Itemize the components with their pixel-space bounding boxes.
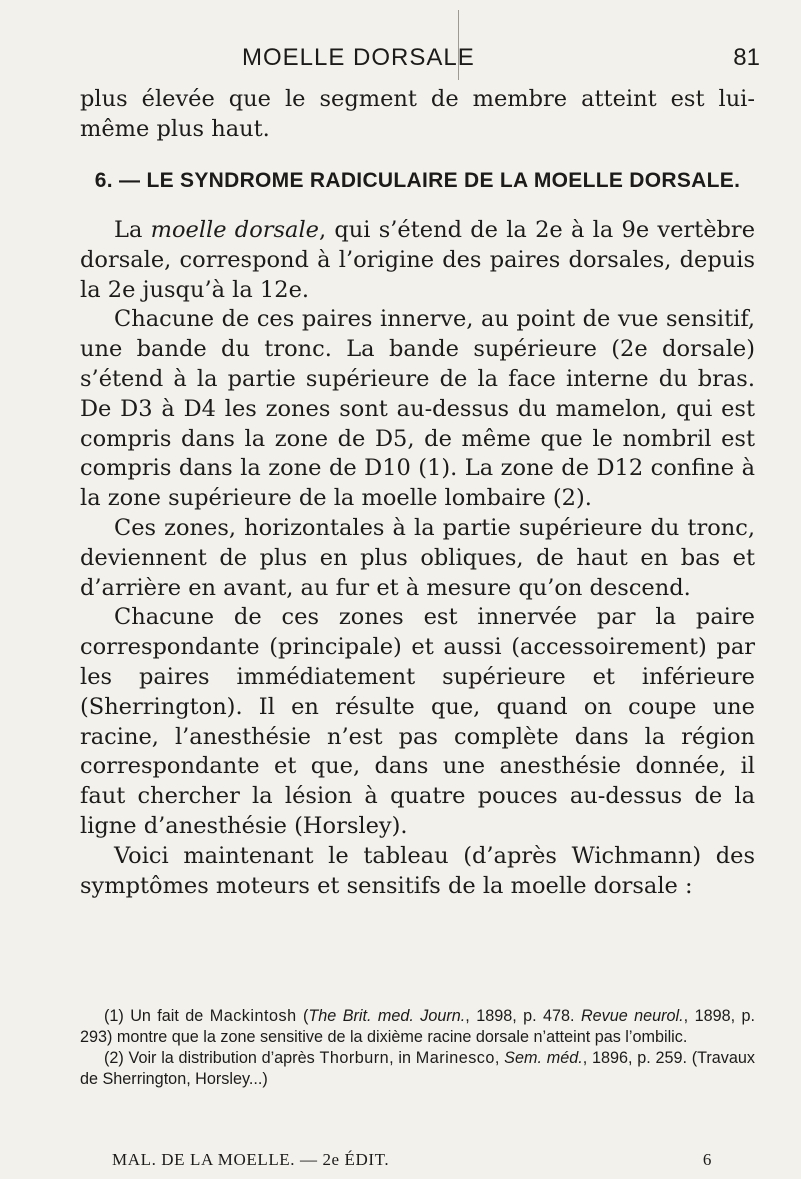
printer-signature xyxy=(112,1150,712,1170)
paragraph-1-rest: , qui s’étend de la 2e à la 9e vertèbre dorsale, correspond à l’origine des paires dorsales, depuis la 2e jusqu’à la 12e. xyxy=(80,217,756,303)
footnote-1-text-d: , 1898, p. 293) montre que la zone sensitive de la dixième racine dorsale n’atteint pas l’ombilic. xyxy=(80,1007,755,1046)
footnotes xyxy=(80,1006,755,1090)
footnote-1-author: Mackintosh xyxy=(209,1007,297,1025)
footnote-2 xyxy=(80,1048,755,1090)
running-head xyxy=(80,40,760,80)
footnote-2-author-2: Marinesco xyxy=(415,1049,495,1067)
footnote-1-text-a: (1) Un fait de xyxy=(104,1007,210,1025)
footnote-2-journal: Sem. méd. xyxy=(504,1049,583,1067)
footnote-2-text-c: , xyxy=(494,1049,505,1067)
page-number: 81 xyxy=(733,44,760,71)
continuation-paragraph: plus élevée que le segment de membre atteint est lui-même plus haut. xyxy=(80,86,755,142)
paragraph-3: Ces zones, horizontales à la partie supérieure du tronc, deviennent de plus en plus obliques, de haut en bas et d’arrière en avant, au fur et à mesure qu’on descend. xyxy=(80,515,755,601)
footnote-1-journal-2: Revue neurol. xyxy=(580,1007,684,1025)
footnote-1-text-c: , 1898, p. 478. xyxy=(465,1007,581,1025)
footnote-1-journal: The Brit. med. Journ. xyxy=(308,1007,466,1025)
body-text xyxy=(80,85,755,901)
paragraph-5: Voici maintenant le tableau (d’après Wichmann) des symptômes moteurs et sensitifs de la moelle dorsale : xyxy=(80,842,755,899)
footnote-1 xyxy=(80,1006,755,1048)
footnote-2-text-b: , in xyxy=(389,1049,416,1067)
footnote-2-text-d: , 1896, p. 259. (Travaux de Sherrington, Horsley...) xyxy=(80,1049,756,1088)
paragraph-2: Chacune de ces paires innerve, au point de vue sensitif, une bande du tronc. La bande supérieure (2e dorsale) s’étend à la partie supérieure de la face interne du bras. De D3 à D4 les zones sont au-dessus du mamelon, qui est compris dans la zone de D5, de même que le nombril est compris dans la zone de D10 (1). La zone de D12 confine à la zone supérieure de la moelle lombaire (2). xyxy=(80,306,755,512)
signature-text: MAL. DE LA MOELLE. — 2e ÉDIT. xyxy=(112,1150,390,1169)
footnote-2-text-a: (2) Voir la distribution d’après xyxy=(104,1049,320,1067)
section-heading: 6. — LE SYNDROME RADICULAIRE DE LA MOELLE DORSALE. xyxy=(94,168,741,192)
running-head-title: MOELLE DORSALE xyxy=(242,44,475,71)
paragraph-1-intro: La xyxy=(114,217,151,244)
paragraph-1 xyxy=(80,216,755,305)
footnote-2-author: Thorburn xyxy=(319,1049,390,1067)
signature-number: 6 xyxy=(702,1150,712,1169)
paragraph-1-term: moelle dorsale xyxy=(150,217,319,244)
footnote-1-text-b: ( xyxy=(296,1007,309,1025)
paragraph-4: Chacune de ces zones est innervée par la paire correspondante (principale) et aussi (accessoirement) par les paires immédiatement supérieure et inférieure (Sherrington). Il en résulte que, quand on coupe une racine, l’anesthésie n’est pas complète dans la région correspondante et que, dans une anesthésie donnée, il faut chercher la lésion à quatre pouces au-dessus de la ligne d’anesthésie (Horsley). xyxy=(80,604,755,840)
